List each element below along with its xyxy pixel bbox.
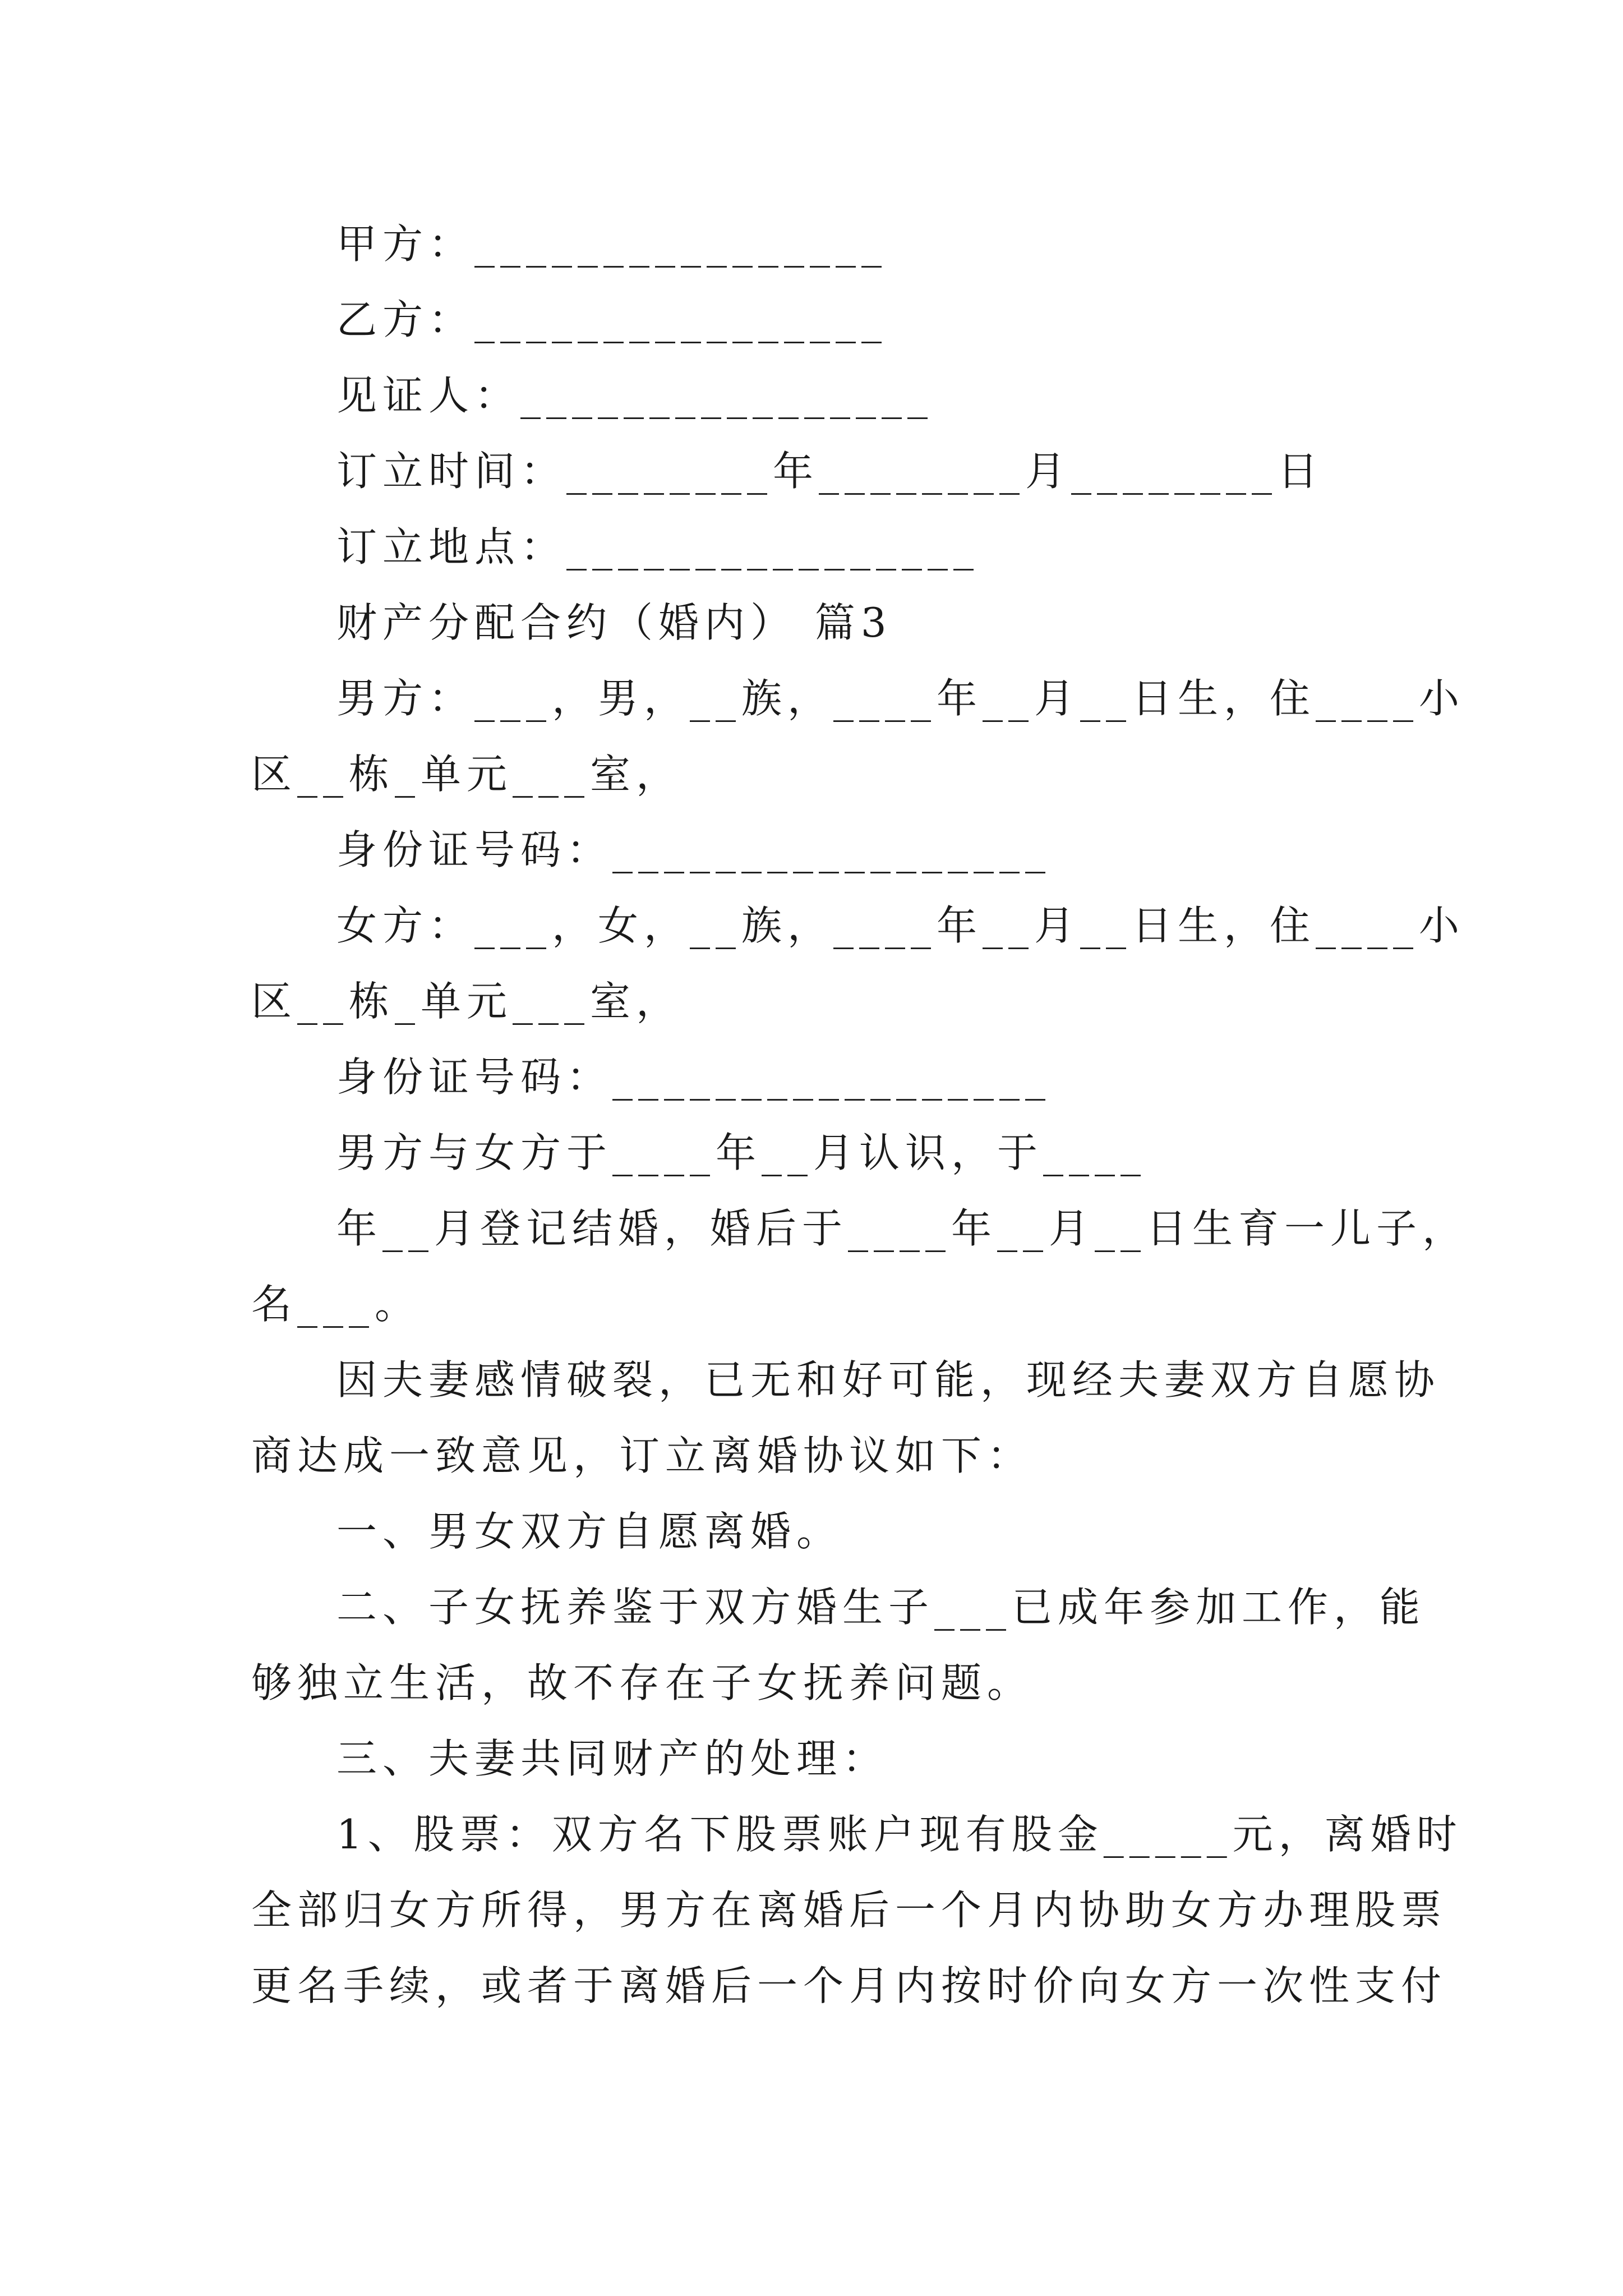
reason-line-1: 因夫妻感情破裂，已无和好可能，现经夫妻双方自愿协	[336, 1356, 1441, 1404]
wife-info-line: 女方：___，女，__族，____年__月__日生，住____小	[336, 902, 1465, 949]
wife-id-line: 身份证号码：_________________	[336, 1053, 1052, 1101]
clause-3-heading: 三、夫妻共同财产的处理：	[336, 1735, 889, 1782]
clause-2-line-1: 二、子女抚养鉴于双方婚生子___已成年参加工作，能	[336, 1584, 1426, 1631]
clause-3-1-line-2: 全部归女方所得，男方在离婚后一个月内协助女方办理股票	[251, 1887, 1447, 1934]
place-line: 订立地点：________________	[336, 523, 980, 570]
clause-3-1-line-1: 1、股票：双方名下股票账户现有股金_____元，离婚时	[336, 1811, 1463, 1858]
wife-address-line: 区__栋_单元___室，	[251, 978, 683, 1025]
husband-address-line: 区__栋_单元___室，	[251, 751, 683, 798]
party-b-line: 乙方：________________	[336, 296, 888, 343]
marriage-line: 年__月登记结婚，婚后于____年__月__日生育一儿子，	[336, 1205, 1469, 1252]
date-line: 订立时间：________年________月________日	[336, 448, 1324, 495]
clause-3-1-line-3: 更名手续，或者于离婚后一个月内按时价向女方一次性支付	[251, 1962, 1447, 2009]
husband-info-line: 男方：___，男，__族，____年__月__日生，住____小	[336, 675, 1465, 722]
clause-2-line-2: 够独立生活，故不存在子女抚养问题。	[251, 1659, 1034, 1706]
clause-1: 一、男女双方自愿离婚。	[336, 1508, 843, 1555]
husband-id-line: 身份证号码：_________________	[336, 826, 1052, 873]
child-name-line: 名___。	[251, 1281, 421, 1328]
section-title: 财产分配合约（婚内） 篇3	[336, 599, 892, 646]
acquaintance-line: 男方与女方于____年__月认识，于____	[336, 1129, 1147, 1176]
party-a-line: 甲方：________________	[336, 220, 888, 268]
reason-line-2: 商达成一致意见，订立离婚协议如下：	[251, 1432, 1034, 1479]
witness-line: 见证人：________________	[336, 372, 934, 419]
